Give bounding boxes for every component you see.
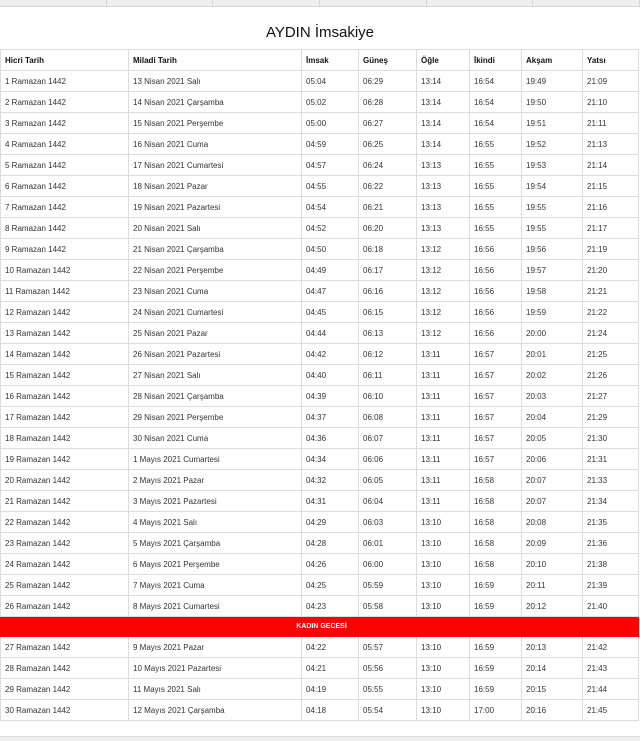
table-row [1, 428, 639, 449]
cell-gunes: 06:05 [359, 470, 417, 491]
cell-hicri-tarih: 7 Ramazan 1442 [1, 197, 129, 218]
table-row [1, 155, 639, 176]
cell-imsak: 04:55 [302, 176, 359, 197]
cell-ogle: 13:13 [417, 218, 470, 239]
cell-imsak: 04:49 [302, 260, 359, 281]
cell-ikindi: 16:58 [470, 554, 522, 575]
cell-ikindi: 16:56 [470, 281, 522, 302]
cell-aksam: 20:00 [522, 323, 583, 344]
cell-miladi-tarih: 25 Nisan 2021 Pazar [129, 323, 302, 344]
cell-yatsi: 21:27 [583, 386, 639, 407]
cell-imsak: 04:26 [302, 554, 359, 575]
column-header-gunes: Güneş [359, 50, 417, 71]
cell-imsak: 04:23 [302, 596, 359, 617]
top-strip-segment [213, 0, 320, 6]
cell-yatsi: 21:11 [583, 113, 639, 134]
table-row [1, 512, 639, 533]
cell-aksam: 20:08 [522, 512, 583, 533]
cell-miladi-tarih: 6 Mayıs 2021 Perşembe [129, 554, 302, 575]
cell-gunes: 06:17 [359, 260, 417, 281]
cell-imsak: 04:25 [302, 575, 359, 596]
cell-ikindi: 16:55 [470, 176, 522, 197]
table-row [1, 533, 639, 554]
cell-hicri-tarih: 29 Ramazan 1442 [1, 679, 129, 700]
cell-miladi-tarih: 22 Nisan 2021 Perşembe [129, 260, 302, 281]
cell-gunes: 06:12 [359, 344, 417, 365]
cell-aksam: 20:13 [522, 637, 583, 658]
cell-aksam: 20:16 [522, 700, 583, 721]
cell-hicri-tarih: 22 Ramazan 1442 [1, 512, 129, 533]
cell-aksam: 19:55 [522, 197, 583, 218]
cell-ogle: 13:11 [417, 365, 470, 386]
cell-ikindi: 16:59 [470, 575, 522, 596]
cell-gunes: 06:13 [359, 323, 417, 344]
cell-ogle: 13:11 [417, 491, 470, 512]
cell-ikindi: 16:59 [470, 658, 522, 679]
cell-gunes: 06:07 [359, 428, 417, 449]
column-header-imsak: İmsak [302, 50, 359, 71]
cell-hicri-tarih: 28 Ramazan 1442 [1, 658, 129, 679]
cell-miladi-tarih: 21 Nisan 2021 Çarşamba [129, 239, 302, 260]
table-row [1, 323, 639, 344]
cell-ikindi: 16:59 [470, 637, 522, 658]
cell-yatsi: 21:30 [583, 428, 639, 449]
cell-aksam: 19:49 [522, 71, 583, 92]
cell-miladi-tarih: 3 Mayıs 2021 Pazartesi [129, 491, 302, 512]
cell-miladi-tarih: 10 Mayıs 2021 Pazartesi [129, 658, 302, 679]
top-strip-segment [107, 0, 214, 6]
cell-hicri-tarih: 12 Ramazan 1442 [1, 302, 129, 323]
cell-ogle: 13:11 [417, 407, 470, 428]
cell-gunes: 05:54 [359, 700, 417, 721]
table-row [1, 134, 639, 155]
cell-ogle: 13:10 [417, 679, 470, 700]
cell-aksam: 20:07 [522, 491, 583, 512]
cell-ikindi: 16:57 [470, 428, 522, 449]
cell-hicri-tarih: 10 Ramazan 1442 [1, 260, 129, 281]
table-row [1, 596, 639, 617]
cell-miladi-tarih: 15 Nisan 2021 Perşembe [129, 113, 302, 134]
cell-miladi-tarih: 29 Nisan 2021 Perşembe [129, 407, 302, 428]
cell-ogle: 13:14 [417, 71, 470, 92]
cell-aksam: 19:59 [522, 302, 583, 323]
cell-yatsi: 21:15 [583, 176, 639, 197]
cell-ogle: 13:13 [417, 176, 470, 197]
cell-yatsi: 21:16 [583, 197, 639, 218]
cell-gunes: 06:11 [359, 365, 417, 386]
bottom-scroll-edge [0, 736, 640, 741]
table-row [1, 407, 639, 428]
cell-gunes: 06:24 [359, 155, 417, 176]
table-row [1, 679, 639, 700]
cell-miladi-tarih: 28 Nisan 2021 Çarşamba [129, 386, 302, 407]
top-tab-strip [0, 0, 640, 7]
cell-hicri-tarih: 4 Ramazan 1442 [1, 134, 129, 155]
cell-aksam: 20:14 [522, 658, 583, 679]
cell-ogle: 13:11 [417, 428, 470, 449]
cell-ikindi: 17:00 [470, 700, 522, 721]
cell-ikindi: 16:58 [470, 533, 522, 554]
cell-ikindi: 16:54 [470, 92, 522, 113]
cell-miladi-tarih: 23 Nisan 2021 Cuma [129, 281, 302, 302]
cell-ogle: 13:11 [417, 386, 470, 407]
cell-ogle: 13:11 [417, 344, 470, 365]
column-header-ikindi: İkindi [470, 50, 522, 71]
table-row [1, 71, 639, 92]
cell-hicri-tarih: 17 Ramazan 1442 [1, 407, 129, 428]
cell-ikindi: 16:55 [470, 218, 522, 239]
table-row [1, 575, 639, 596]
table-row [1, 658, 639, 679]
cell-yatsi: 21:38 [583, 554, 639, 575]
cell-aksam: 20:06 [522, 449, 583, 470]
cell-yatsi: 21:10 [583, 92, 639, 113]
cell-ogle: 13:10 [417, 596, 470, 617]
cell-miladi-tarih: 27 Nisan 2021 Salı [129, 365, 302, 386]
cell-gunes: 06:25 [359, 134, 417, 155]
cell-ikindi: 16:54 [470, 71, 522, 92]
cell-ikindi: 16:56 [470, 323, 522, 344]
cell-imsak: 04:36 [302, 428, 359, 449]
cell-gunes: 06:06 [359, 449, 417, 470]
imsakiye-table [0, 49, 639, 721]
cell-aksam: 20:01 [522, 344, 583, 365]
cell-miladi-tarih: 18 Nisan 2021 Pazar [129, 176, 302, 197]
table-row [1, 637, 639, 658]
cell-yatsi: 21:39 [583, 575, 639, 596]
cell-ogle: 13:12 [417, 260, 470, 281]
cell-imsak: 04:45 [302, 302, 359, 323]
cell-yatsi: 21:33 [583, 470, 639, 491]
table-row [1, 176, 639, 197]
table-row [1, 344, 639, 365]
cell-ikindi: 16:59 [470, 679, 522, 700]
cell-yatsi: 21:36 [583, 533, 639, 554]
table-row [1, 218, 639, 239]
cell-ikindi: 16:56 [470, 239, 522, 260]
cell-ikindi: 16:54 [470, 113, 522, 134]
cell-yatsi: 21:20 [583, 260, 639, 281]
cell-imsak: 04:34 [302, 449, 359, 470]
cell-ogle: 13:10 [417, 658, 470, 679]
cell-hicri-tarih: 18 Ramazan 1442 [1, 428, 129, 449]
cell-gunes: 06:01 [359, 533, 417, 554]
cell-aksam: 19:54 [522, 176, 583, 197]
cell-aksam: 19:58 [522, 281, 583, 302]
cell-miladi-tarih: 2 Mayıs 2021 Pazar [129, 470, 302, 491]
cell-miladi-tarih: 16 Nisan 2021 Cuma [129, 134, 302, 155]
cell-aksam: 19:57 [522, 260, 583, 281]
cell-ogle: 13:13 [417, 155, 470, 176]
cell-aksam: 20:12 [522, 596, 583, 617]
page-title: AYDIN İmsakiye [265, 24, 375, 41]
cell-gunes: 06:08 [359, 407, 417, 428]
cell-miladi-tarih: 13 Nisan 2021 Salı [129, 71, 302, 92]
table-row [1, 386, 639, 407]
cell-miladi-tarih: 5 Mayıs 2021 Çarşamba [129, 533, 302, 554]
table-row [1, 92, 639, 113]
cell-hicri-tarih: 24 Ramazan 1442 [1, 554, 129, 575]
cell-hicri-tarih: 16 Ramazan 1442 [1, 386, 129, 407]
top-strip-segment [533, 0, 640, 6]
cell-hicri-tarih: 26 Ramazan 1442 [1, 596, 129, 617]
column-header-yatsi: Yatsı [583, 50, 639, 71]
cell-ikindi: 16:55 [470, 134, 522, 155]
cell-gunes: 06:03 [359, 512, 417, 533]
cell-miladi-tarih: 12 Mayıs 2021 Çarşamba [129, 700, 302, 721]
cell-miladi-tarih: 14 Nisan 2021 Çarşamba [129, 92, 302, 113]
cell-ikindi: 16:58 [470, 491, 522, 512]
cell-yatsi: 21:35 [583, 512, 639, 533]
cell-aksam: 19:56 [522, 239, 583, 260]
cell-imsak: 04:47 [302, 281, 359, 302]
cell-aksam: 20:11 [522, 575, 583, 596]
cell-imsak: 04:39 [302, 386, 359, 407]
cell-hicri-tarih: 30 Ramazan 1442 [1, 700, 129, 721]
cell-ogle: 13:10 [417, 700, 470, 721]
top-strip-segment [427, 0, 534, 6]
cell-miladi-tarih: 20 Nisan 2021 Salı [129, 218, 302, 239]
cell-ogle: 13:10 [417, 512, 470, 533]
cell-yatsi: 21:31 [583, 449, 639, 470]
cell-hicri-tarih: 21 Ramazan 1442 [1, 491, 129, 512]
table-row [1, 470, 639, 491]
cell-ogle: 13:12 [417, 323, 470, 344]
cell-yatsi: 21:45 [583, 700, 639, 721]
cell-hicri-tarih: 23 Ramazan 1442 [1, 533, 129, 554]
cell-gunes: 05:55 [359, 679, 417, 700]
cell-yatsi: 21:42 [583, 637, 639, 658]
cell-imsak: 04:59 [302, 134, 359, 155]
cell-ikindi: 16:56 [470, 302, 522, 323]
cell-gunes: 06:29 [359, 71, 417, 92]
highlight-row-kadir-gecesi [1, 617, 639, 637]
cell-aksam: 20:03 [522, 386, 583, 407]
column-header-hicri-tarih: Hicri Tarih [1, 50, 129, 71]
cell-miladi-tarih: 19 Nisan 2021 Pazartesi [129, 197, 302, 218]
cell-ogle: 13:10 [417, 637, 470, 658]
table-row [1, 491, 639, 512]
cell-imsak: 04:22 [302, 637, 359, 658]
cell-miladi-tarih: 26 Nisan 2021 Pazartesi [129, 344, 302, 365]
table-row [1, 260, 639, 281]
cell-hicri-tarih: 6 Ramazan 1442 [1, 176, 129, 197]
cell-hicri-tarih: 15 Ramazan 1442 [1, 365, 129, 386]
cell-hicri-tarih: 9 Ramazan 1442 [1, 239, 129, 260]
top-strip-segment [320, 0, 427, 6]
cell-ikindi: 16:57 [470, 344, 522, 365]
table-row [1, 365, 639, 386]
cell-yatsi: 21:21 [583, 281, 639, 302]
table-row [1, 302, 639, 323]
cell-ikindi: 16:57 [470, 449, 522, 470]
cell-ikindi: 16:57 [470, 407, 522, 428]
cell-gunes: 06:28 [359, 92, 417, 113]
cell-imsak: 04:54 [302, 197, 359, 218]
cell-gunes: 06:20 [359, 218, 417, 239]
cell-yatsi: 21:44 [583, 679, 639, 700]
cell-ogle: 13:14 [417, 134, 470, 155]
cell-gunes: 06:04 [359, 491, 417, 512]
cell-aksam: 19:51 [522, 113, 583, 134]
cell-gunes: 05:58 [359, 596, 417, 617]
cell-miladi-tarih: 24 Nisan 2021 Cumartesi [129, 302, 302, 323]
cell-hicri-tarih: 13 Ramazan 1442 [1, 323, 129, 344]
cell-gunes: 06:10 [359, 386, 417, 407]
table-row [1, 239, 639, 260]
cell-ikindi: 16:56 [470, 260, 522, 281]
cell-ogle: 13:12 [417, 239, 470, 260]
cell-ogle: 13:10 [417, 575, 470, 596]
cell-ikindi: 16:57 [470, 386, 522, 407]
cell-aksam: 20:09 [522, 533, 583, 554]
cell-ogle: 13:14 [417, 92, 470, 113]
cell-ogle: 13:10 [417, 533, 470, 554]
cell-hicri-tarih: 5 Ramazan 1442 [1, 155, 129, 176]
cell-gunes: 05:57 [359, 637, 417, 658]
cell-miladi-tarih: 4 Mayıs 2021 Salı [129, 512, 302, 533]
cell-miladi-tarih: 17 Nisan 2021 Cumartesi [129, 155, 302, 176]
cell-yatsi: 21:19 [583, 239, 639, 260]
table-body [1, 71, 639, 721]
cell-yatsi: 21:34 [583, 491, 639, 512]
cell-imsak: 04:31 [302, 491, 359, 512]
cell-aksam: 19:50 [522, 92, 583, 113]
top-strip-segment [0, 0, 107, 6]
cell-hicri-tarih: 2 Ramazan 1442 [1, 92, 129, 113]
cell-miladi-tarih: 1 Mayıs 2021 Cumartesi [129, 449, 302, 470]
cell-aksam: 20:05 [522, 428, 583, 449]
cell-imsak: 04:42 [302, 344, 359, 365]
cell-yatsi: 21:14 [583, 155, 639, 176]
table-row [1, 113, 639, 134]
table-row [1, 554, 639, 575]
table-row [1, 197, 639, 218]
table-row [1, 700, 639, 721]
cell-yatsi: 21:09 [583, 71, 639, 92]
cell-ogle: 13:10 [417, 554, 470, 575]
cell-aksam: 19:52 [522, 134, 583, 155]
cell-hicri-tarih: 20 Ramazan 1442 [1, 470, 129, 491]
cell-miladi-tarih: 11 Mayıs 2021 Salı [129, 679, 302, 700]
cell-imsak: 04:32 [302, 470, 359, 491]
column-header-aksam: Akşam [522, 50, 583, 71]
cell-gunes: 06:18 [359, 239, 417, 260]
cell-ogle: 13:11 [417, 449, 470, 470]
cell-imsak: 05:00 [302, 113, 359, 134]
cell-miladi-tarih: 30 Nisan 2021 Cuma [129, 428, 302, 449]
cell-hicri-tarih: 25 Ramazan 1442 [1, 575, 129, 596]
cell-gunes: 05:56 [359, 658, 417, 679]
cell-yatsi: 21:22 [583, 302, 639, 323]
cell-ogle: 13:11 [417, 470, 470, 491]
cell-gunes: 06:22 [359, 176, 417, 197]
cell-aksam: 20:10 [522, 554, 583, 575]
cell-yatsi: 21:17 [583, 218, 639, 239]
cell-yatsi: 21:13 [583, 134, 639, 155]
cell-miladi-tarih: 8 Mayıs 2021 Cumartesi [129, 596, 302, 617]
cell-ogle: 13:13 [417, 197, 470, 218]
cell-hicri-tarih: 11 Ramazan 1442 [1, 281, 129, 302]
cell-imsak: 05:04 [302, 71, 359, 92]
cell-ikindi: 16:55 [470, 197, 522, 218]
cell-ikindi: 16:55 [470, 155, 522, 176]
cell-miladi-tarih: 7 Mayıs 2021 Cuma [129, 575, 302, 596]
cell-ikindi: 16:58 [470, 512, 522, 533]
cell-ikindi: 16:58 [470, 470, 522, 491]
cell-imsak: 04:18 [302, 700, 359, 721]
cell-hicri-tarih: 14 Ramazan 1442 [1, 344, 129, 365]
cell-gunes: 06:15 [359, 302, 417, 323]
cell-yatsi: 21:29 [583, 407, 639, 428]
cell-hicri-tarih: 3 Ramazan 1442 [1, 113, 129, 134]
cell-gunes: 06:21 [359, 197, 417, 218]
cell-aksam: 19:53 [522, 155, 583, 176]
cell-aksam: 19:55 [522, 218, 583, 239]
cell-gunes: 05:59 [359, 575, 417, 596]
cell-imsak: 04:37 [302, 407, 359, 428]
cell-imsak: 04:57 [302, 155, 359, 176]
cell-imsak: 04:28 [302, 533, 359, 554]
cell-hicri-tarih: 19 Ramazan 1442 [1, 449, 129, 470]
cell-ikindi: 16:57 [470, 365, 522, 386]
cell-hicri-tarih: 27 Ramazan 1442 [1, 637, 129, 658]
column-header-miladi-tarih: Miladi Tarih [129, 50, 302, 71]
cell-yatsi: 21:24 [583, 323, 639, 344]
cell-imsak: 04:44 [302, 323, 359, 344]
cell-hicri-tarih: 1 Ramazan 1442 [1, 71, 129, 92]
cell-gunes: 06:00 [359, 554, 417, 575]
cell-aksam: 20:15 [522, 679, 583, 700]
cell-ogle: 13:12 [417, 302, 470, 323]
cell-imsak: 04:29 [302, 512, 359, 533]
cell-yatsi: 21:26 [583, 365, 639, 386]
cell-aksam: 20:07 [522, 470, 583, 491]
cell-ikindi: 16:59 [470, 596, 522, 617]
cell-yatsi: 21:43 [583, 658, 639, 679]
table-row [1, 281, 639, 302]
cell-gunes: 06:27 [359, 113, 417, 134]
cell-imsak: 04:52 [302, 218, 359, 239]
cell-imsak: 04:21 [302, 658, 359, 679]
cell-imsak: 05:02 [302, 92, 359, 113]
cell-yatsi: 21:25 [583, 344, 639, 365]
cell-aksam: 20:04 [522, 407, 583, 428]
cell-imsak: 04:40 [302, 365, 359, 386]
highlight-label: KADIN GECESİ [1, 617, 639, 637]
table-row [1, 449, 639, 470]
header-row [1, 50, 639, 71]
cell-hicri-tarih: 8 Ramazan 1442 [1, 218, 129, 239]
cell-ogle: 13:14 [417, 113, 470, 134]
cell-aksam: 20:02 [522, 365, 583, 386]
cell-gunes: 06:16 [359, 281, 417, 302]
column-header-ogle: Öğle [417, 50, 470, 71]
cell-imsak: 04:19 [302, 679, 359, 700]
cell-imsak: 04:50 [302, 239, 359, 260]
cell-yatsi: 21:40 [583, 596, 639, 617]
cell-ogle: 13:12 [417, 281, 470, 302]
cell-miladi-tarih: 9 Mayıs 2021 Pazar [129, 637, 302, 658]
